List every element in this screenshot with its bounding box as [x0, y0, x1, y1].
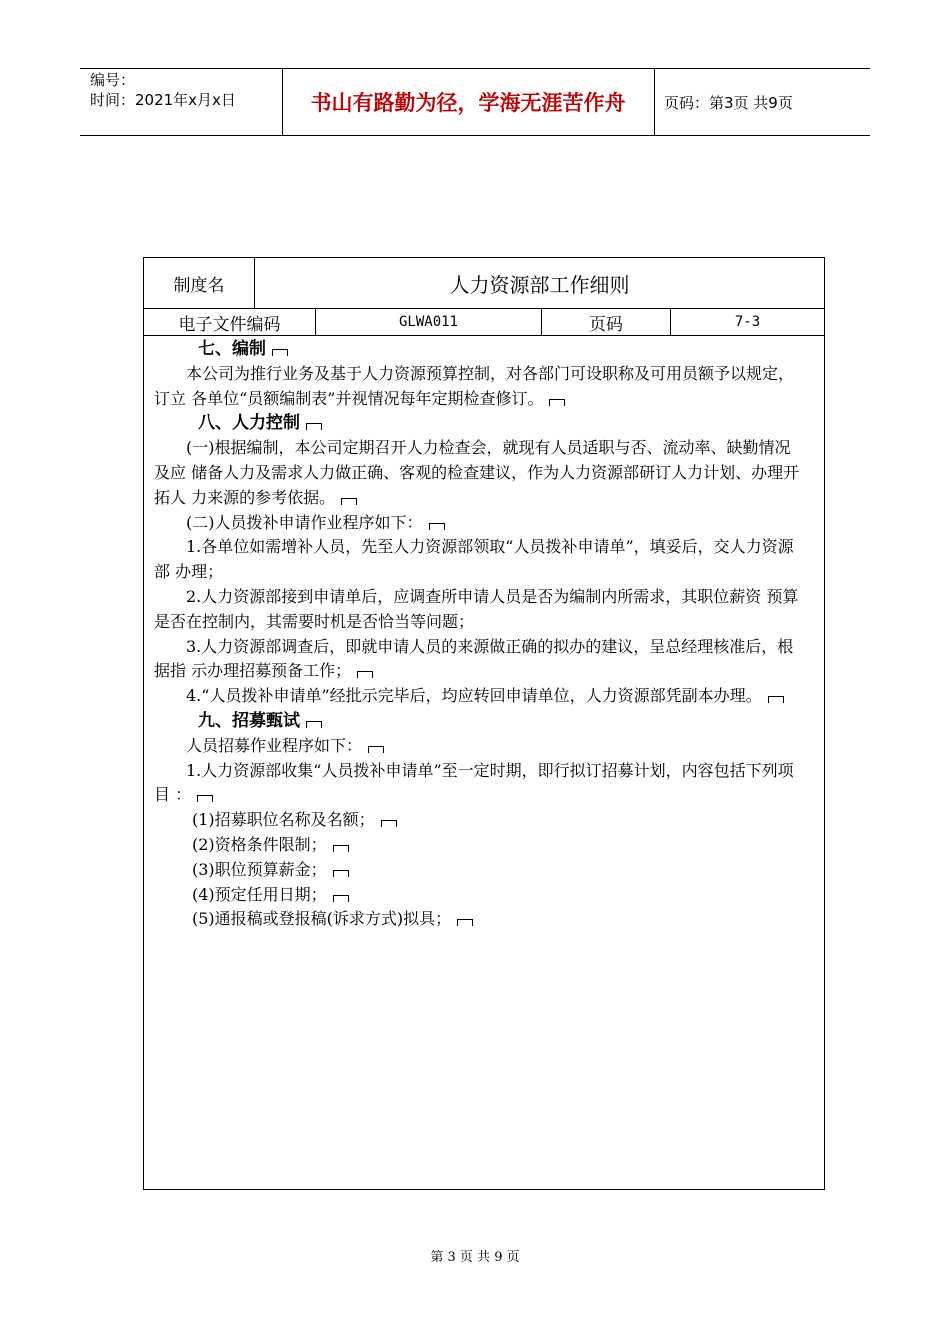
list-item: (4)预定任用日期； [154, 883, 804, 908]
section-heading: 九、招募甄试 [154, 709, 804, 734]
list-item: 3.人力资源部调查后，即就申请人员的来源做正确的拟办的建议，呈总经理核准后，根据指 示办理招募预备工作； [154, 636, 794, 681]
page-code-value: 7-3 [670, 309, 824, 335]
paragraph: 本公司为推行业务及基于人力资源预算控制，对各部门可设职称及可用员额予以规定，订立 各单位“员额编制表”并视情况每年定期检查修订。 [154, 363, 795, 408]
file-code-value: GLWA011 [315, 309, 541, 335]
paragraph: (二)人员拨补申请作业程序如下： [154, 511, 804, 536]
list-item: (5)通报稿或登报稿(诉求方式)拟具； [154, 907, 804, 932]
page-code-label: 页码 [541, 309, 670, 335]
list-item: (1)招募职位名称及名额； [154, 808, 804, 833]
policy-table [143, 257, 825, 1190]
section-heading: 七、编制 [154, 337, 804, 362]
header-motto: 书山有路勤为径，学海无涯苦作舟 [310, 90, 626, 115]
list-item: 1.人力资源部收集“人员拨补申请单”至一定时期，即行拟订招募计划，内容包括下列项目 ： [154, 760, 794, 805]
page-footer: 第 3 页 共 9 页 [430, 1250, 520, 1265]
file-code-label: 电子文件编码 [178, 314, 281, 335]
policy-content [144, 337, 824, 932]
time-label: 时间：2021年x月x日 [90, 91, 236, 109]
policy-name-row [144, 258, 824, 309]
list-item: (2)资格条件限制； [154, 833, 804, 858]
paragraph: 人员招募作业程序如下： [154, 734, 804, 759]
paragraph: (一)根据编制，本公司定期召开人力检查会，就现有人员适职与否、流动率、缺勤情况及应 储备人力及需求人力做正确、客观的检查建议，作为人力资源部研订人力计划、办理开拓人 力来源的参考依据。 [154, 438, 800, 507]
list-item: 2.人力资源部接到申请单后，应调查所申请人员是否为编制内所需求，其职位薪资 预算是否在控制内，其需要时机是否恰当等问题； [154, 586, 799, 631]
list-item: 4.“人员拨补申请单”经批示完毕后，均应转回申请单位，人力资源部凭副本办理。 [154, 684, 804, 709]
file-code-row [144, 309, 824, 336]
list-item: 1.各单位如需增补人员，先至人力资源部领取“人员拨补申请单”，填妥后，交人力资源部 办理； [154, 537, 794, 582]
header-page-label: 页码：第3页 共9页 [664, 94, 793, 112]
policy-name-label: 制度名 [173, 275, 225, 296]
policy-title: 人力资源部工作细则 [254, 258, 824, 308]
header-bottom-rule [80, 135, 870, 136]
number-label: 编号： [90, 71, 136, 89]
list-item: (3)职位预算薪金； [154, 858, 804, 883]
header-divider [654, 68, 655, 135]
section-heading: 八、人力控制 [154, 411, 804, 436]
header-meta [90, 70, 236, 110]
